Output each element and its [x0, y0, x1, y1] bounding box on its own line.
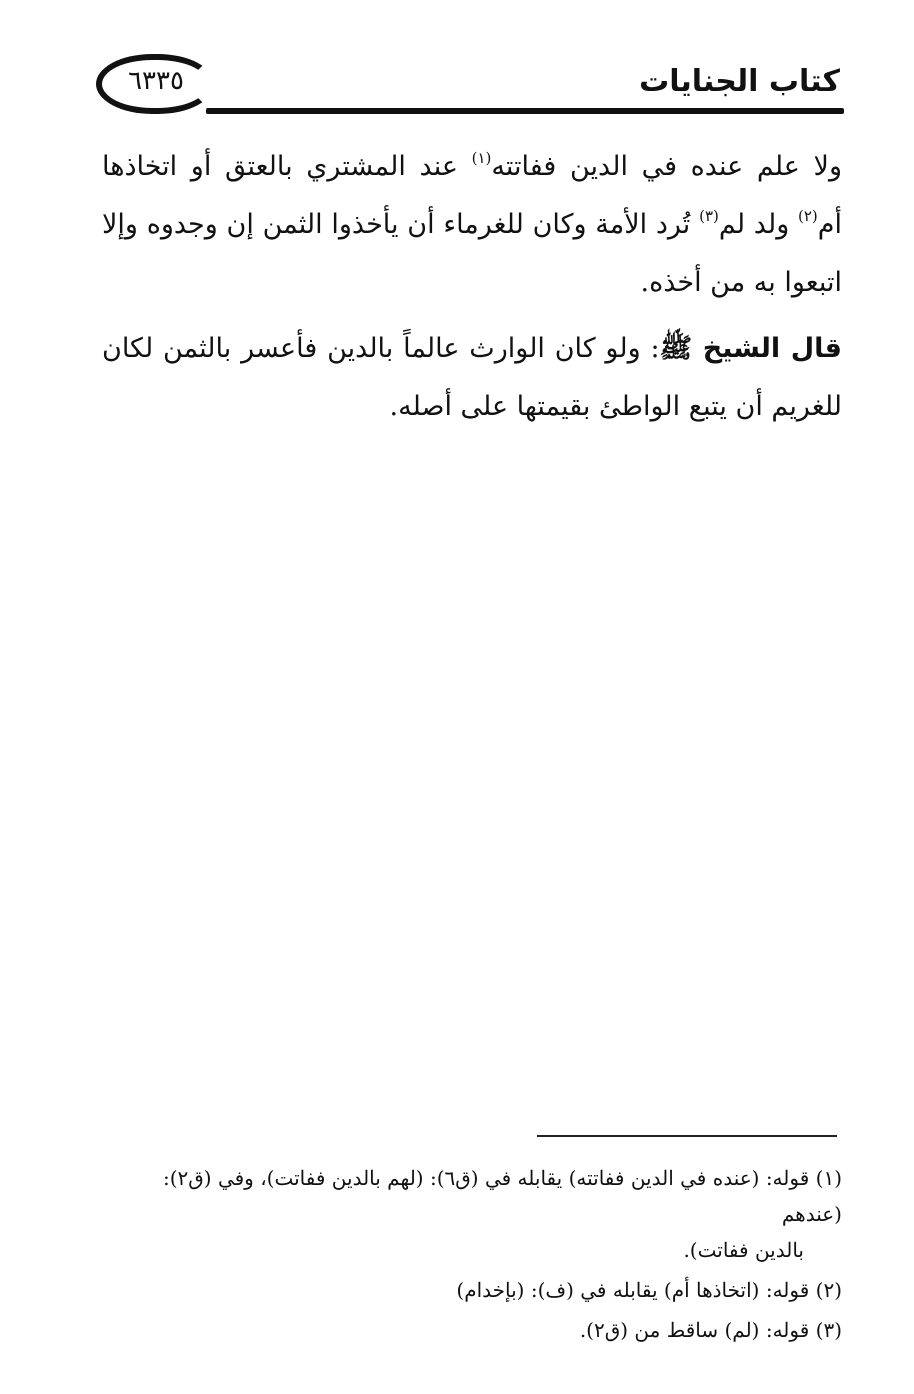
header-rule: [206, 108, 844, 114]
footnote-line: (١) قوله: (عنده في الدين ففاتته) يقابله في (ق٦): (لهم بالدين ففاتت)، وفي (ق٢): (عندهم: [162, 1166, 842, 1226]
footnote-2: [100, 1272, 842, 1308]
text-segment: : ولو كان الوارث عالماً بالدين فأعسر بالثمن لكان للغريم أن يتبع الواطئ بقيمتها على أصله.: [102, 333, 842, 422]
footnote-ref-2: (٢): [798, 207, 818, 225]
footnote-line: (٣) قوله: (لم) ساقط من (ق٢).: [579, 1318, 842, 1342]
speaker-label: قال الشيخ ﷺ: [659, 333, 842, 364]
text-segment: تُرد الأمة وكان للغرماء أن يأخذوا الثمن إن وجدوه وإلا اتبعوا به من أخذه.: [102, 209, 842, 298]
footnote-line: بالدين ففاتت).: [683, 1238, 804, 1262]
footnote-3: [100, 1312, 842, 1348]
book-title: كتاب الجنايات: [639, 64, 840, 99]
footnote-ref-1: (١): [471, 149, 492, 167]
text-segment: ولد لم: [718, 209, 798, 240]
footnotes: [100, 1160, 842, 1352]
main-text: [102, 138, 842, 444]
footnote-1: [100, 1160, 842, 1268]
footnote-ref-3: (٣): [699, 207, 719, 225]
footnote-line: (٢) قوله: (اتخاذها أم) يقابله في (ف): (بإخدام): [456, 1278, 842, 1302]
page-header: [96, 54, 844, 124]
page-number: ٦٣٣٥: [128, 66, 184, 96]
paragraph-1: [102, 138, 842, 312]
footnote-separator: [537, 1135, 837, 1137]
text-segment: عند المشتري بالعتق أو اتخاذها أم: [102, 151, 842, 240]
paragraph-2: [102, 320, 842, 436]
text-segment: ولا علم عنده في الدين ففاتته: [491, 151, 842, 182]
